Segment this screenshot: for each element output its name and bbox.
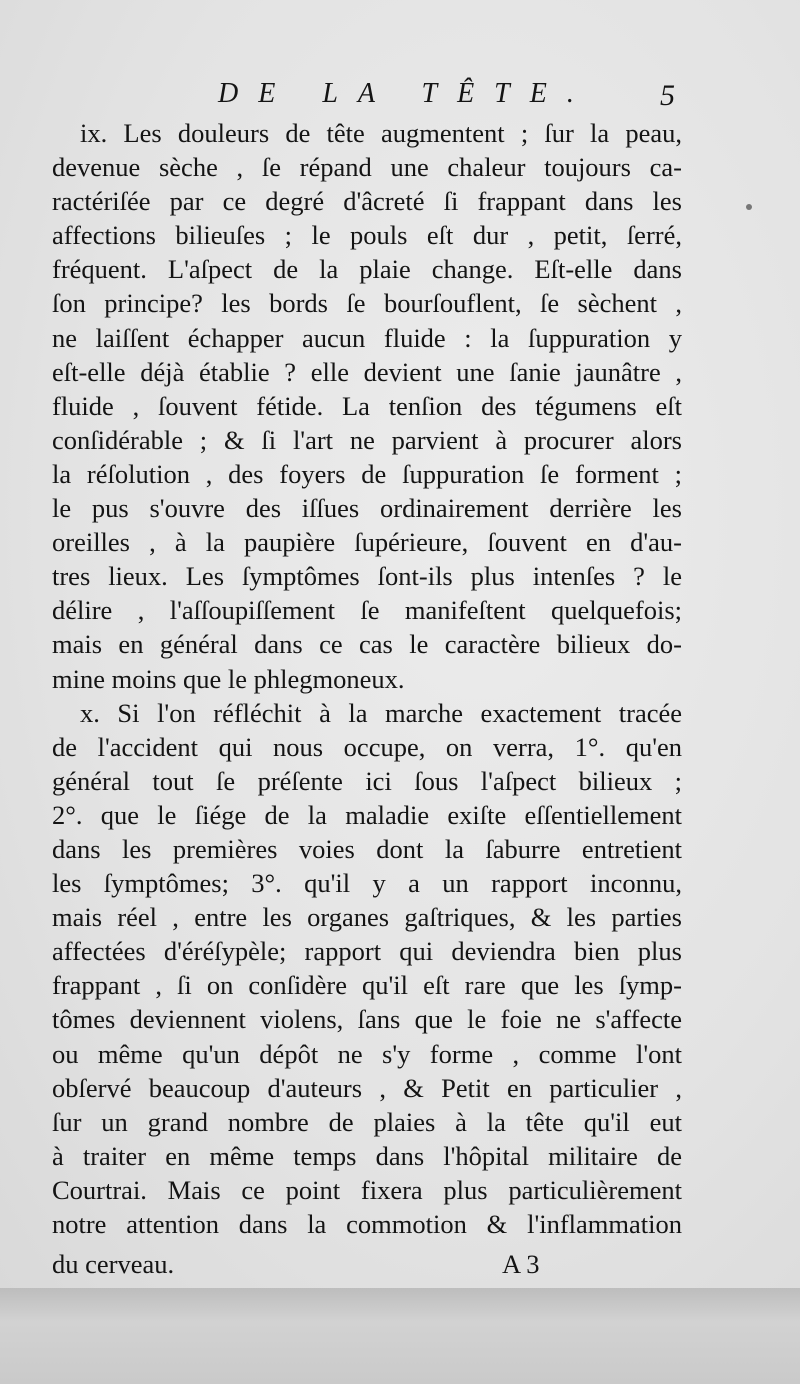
text-line: notre attention dans la commotion & l'inflammation [52, 1209, 682, 1239]
text-line: ſur un grand nombre de plaies à la tête qu'il eut [52, 1106, 682, 1137]
text-line: la réſolution , des foyers de ſuppuration ſe forment ; [52, 458, 682, 489]
text-line: devenue sèche , ſe répand une chaleur toujours ca- [52, 152, 682, 183]
text-line: affections bilieuſes ; le pouls eſt dur , petit, ſerré, [52, 220, 682, 251]
text-line: x. Si l'on réfléchit à la marche exactement tracée [80, 697, 682, 728]
text-line: à traiter en même temps dans l'hôpital militaire de [52, 1140, 682, 1171]
text-line: de l'accident qui nous occupe, on verra, 1°. qu'en [52, 731, 682, 762]
text-line: le pus s'ouvre des iſſues ordinairement derrière les [52, 493, 682, 524]
page-footer [52, 1246, 682, 1282]
ink-speck [746, 204, 752, 210]
page-header [0, 74, 800, 114]
text-line: fréquent. L'aſpect de la plaie change. Eſt-elle dans [52, 254, 682, 285]
text-line: ou même qu'un dépôt ne s'y forme , comme l'ont [52, 1038, 682, 1069]
body-text [52, 116, 682, 1241]
text-line: ſon principe? les bords ſe bourſouflent, ſe sèchent , [52, 288, 682, 319]
text-line: délire , l'aſſoupiſſement ſe manifeſtent quelquefois; [52, 595, 682, 626]
text-line: fluide , ſouvent fétide. La tenſion des tégumens eſt [52, 390, 682, 421]
text-line: eſt-elle déjà établie ? elle devient une ſanie jaunâtre , [52, 356, 682, 387]
text-line: affectées d'éréſypèle; rapport qui deviendra bien plus [52, 936, 682, 967]
page-underlay [0, 1288, 800, 1384]
text-line: mine moins que le phlegmoneux. [52, 663, 405, 694]
text-line: tres lieux. Les ſymptômes ſont-ils plus intenſes ? le [52, 561, 682, 592]
text-line: dans les premières voies dont la ſaburre entretient [52, 833, 682, 864]
text-line: Courtrai. Mais ce point fixera plus particulièrement [52, 1174, 682, 1205]
page-number: 5 [660, 79, 675, 112]
final-text-line: du cerveau. [52, 1249, 175, 1279]
text-line: conſidérable ; & ſi l'art ne parvient à procurer alors [52, 424, 682, 455]
text-line: mais réel , entre les organes gaſtriques, & les parties [52, 902, 682, 933]
text-line: ix. Les douleurs de tête augmentent ; ſur la peau, [80, 118, 682, 148]
text-line: ractériſée par ce degré d'âcreté ſi frappant dans les [52, 186, 682, 217]
text-line: ne laiſſent échapper aucun fluide : la ſuppuration y [52, 322, 682, 353]
text-line: mais en général dans ce cas le caractère bilieux do- [52, 629, 682, 660]
text-line: 2°. que le ſiége de la maladie exiſte eſſentiellement [52, 799, 682, 830]
text-line: les ſymptômes; 3°. qu'il y a un rapport inconnu, [52, 868, 682, 899]
text-line: oreilles , à la paupière ſupérieure, ſouvent en d'au- [52, 527, 682, 558]
text-line: obſervé beaucoup d'auteurs , & Petit en particulier , [52, 1072, 682, 1103]
signature-mark: A 3 [502, 1249, 540, 1279]
text-line: frappant , ſi on conſidère qu'il eſt rare que les ſymp- [52, 970, 682, 1001]
running-title: DE LA TÊTE. [218, 78, 594, 109]
text-line: général tout ſe préſente ici ſous l'aſpect bilieux ; [52, 765, 682, 796]
text-line: tômes deviennent violens, ſans que le foie ne s'affecte [52, 1004, 682, 1035]
